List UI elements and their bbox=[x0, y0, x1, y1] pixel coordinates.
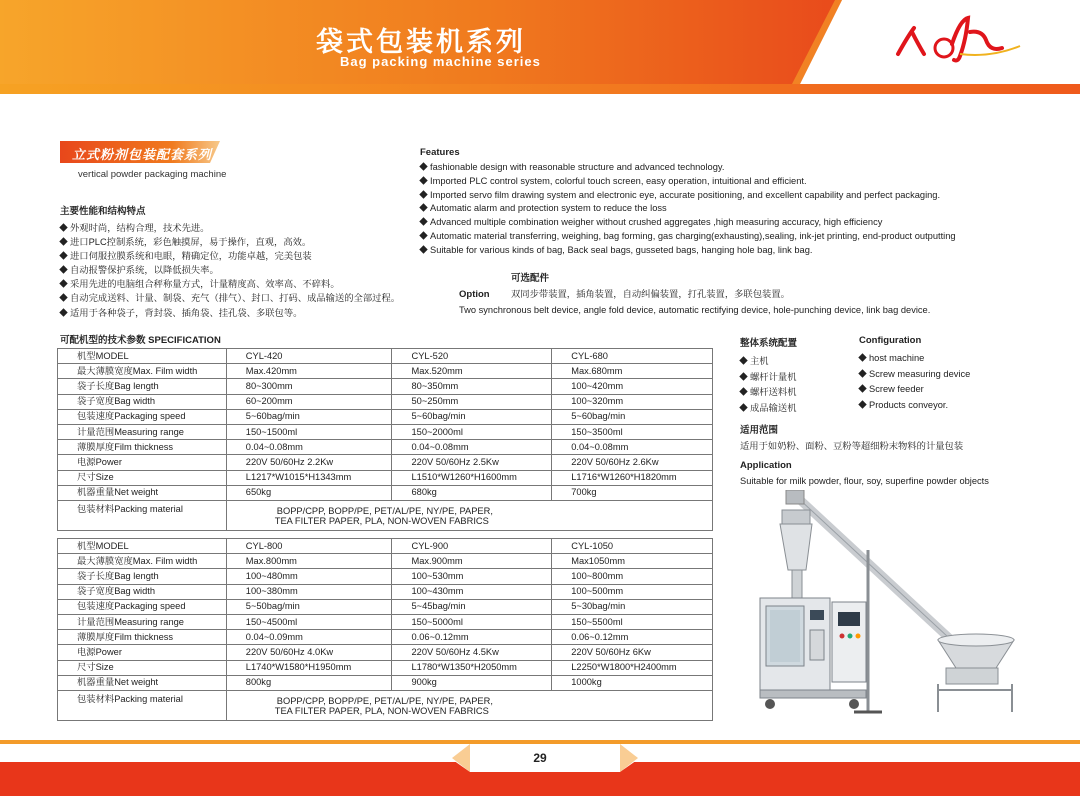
spec-value-cell: 650kg bbox=[226, 485, 392, 500]
section-subtitle: vertical powder packaging machine bbox=[78, 169, 227, 180]
spec-label-cell: 最大薄膜宽度Max. Film width bbox=[58, 364, 227, 379]
application-en-title: Application bbox=[740, 460, 792, 471]
configuration-en bbox=[859, 335, 970, 413]
spec-value-cell: 150~1500ml bbox=[226, 424, 392, 439]
feature-cn-item: 自动报警保护系统，以降低损失率。 bbox=[60, 263, 460, 277]
bullet-diamond-icon bbox=[858, 400, 866, 408]
spec-label-cell: 机型MODEL bbox=[58, 539, 227, 554]
spec-value-cell: 80~350mm bbox=[392, 379, 552, 394]
configuration-cn bbox=[740, 335, 797, 416]
spec-value-cell: 220V 50/60Hz 4.0Kw bbox=[226, 645, 392, 660]
spec-value-cell: 100~530mm bbox=[392, 569, 552, 584]
header-subtitle: Bag packing machine series bbox=[340, 54, 541, 69]
spec-value-cell: 700kg bbox=[552, 485, 713, 500]
table-row bbox=[58, 485, 713, 500]
bullet-diamond-icon bbox=[59, 223, 67, 231]
table-row bbox=[58, 409, 713, 424]
spec-label-cell: 包装速度Packaging speed bbox=[58, 409, 227, 424]
spec-value-cell: 0.04~0.08mm bbox=[226, 440, 392, 455]
config-en-item: Screw measuring device bbox=[859, 367, 970, 383]
spec-value-cell: CYL-1050 bbox=[552, 539, 713, 554]
config-en-item: Screw feeder bbox=[859, 382, 970, 398]
spec-value-cell: 150~3500ml bbox=[552, 424, 713, 439]
spec-label-cell: 包装速度Packaging speed bbox=[58, 599, 227, 614]
spec-value-cell: 0.04~0.08mm bbox=[552, 440, 713, 455]
spec-title: 可配机型的技术参数 SPECIFICATION bbox=[60, 335, 221, 346]
bullet-diamond-icon bbox=[59, 251, 67, 259]
table-row bbox=[58, 660, 713, 675]
spec-label-cell: 包装材料Packing material bbox=[58, 500, 227, 530]
spec-value-cell: L1740*W1580*H1950mm bbox=[226, 660, 392, 675]
company-logo bbox=[890, 14, 1030, 68]
spec-label-cell: 薄膜厚度Film thickness bbox=[58, 630, 227, 645]
feature-en-item: Suitable for various kinds of bag, Back seal bags, gusseted bags, hanging hole bag, link bag. bbox=[420, 244, 1040, 258]
spec-value-cell: L1780*W1350*H2050mm bbox=[392, 660, 552, 675]
configuration-cn-title: 整体系统配置 bbox=[740, 338, 798, 349]
bullet-diamond-icon bbox=[59, 294, 67, 302]
bullet-diamond-icon bbox=[59, 280, 67, 288]
spec-value-cell: L1716*W1260*H1820mm bbox=[552, 470, 713, 485]
spec-value-cell: L2250*W1800*H2400mm bbox=[552, 660, 713, 675]
table-row bbox=[58, 630, 713, 645]
table-row bbox=[58, 424, 713, 439]
feature-en-item: Imported servo film drawing system and electronic eye, accurate positioning, and excellent capability and perfect packaging. bbox=[420, 189, 1040, 203]
spec-value-cell: CYL-900 bbox=[392, 539, 552, 554]
spec-value-cell: 150~5500ml bbox=[552, 614, 713, 629]
spec-label-cell: 袋子长度Bag length bbox=[58, 379, 227, 394]
bullet-diamond-icon bbox=[739, 387, 747, 395]
section-banner-label: 立式粉剂包装配套系列 bbox=[72, 148, 213, 163]
option-cn-title: 可选配件 bbox=[511, 273, 550, 284]
spec-label-cell: 机器重量Net weight bbox=[58, 485, 227, 500]
table-row bbox=[58, 440, 713, 455]
spec-value-cell: CYL-800 bbox=[226, 539, 392, 554]
bullet-diamond-icon bbox=[59, 266, 67, 274]
spec-value-cell: 220V 50/60Hz 2.5Kw bbox=[392, 455, 552, 470]
spec-value-cell: 5~60bag/min bbox=[552, 409, 713, 424]
packing-material-cell bbox=[226, 690, 712, 720]
spec-value-cell: 0.04~0.08mm bbox=[392, 440, 552, 455]
spec-label-cell: 袋子长度Bag length bbox=[58, 569, 227, 584]
feature-cn-item: 适用于各种袋子，背封袋、插角袋、挂孔袋、多联包等。 bbox=[60, 306, 460, 320]
bullet-diamond-icon bbox=[59, 308, 67, 316]
features-en-title: Features bbox=[420, 147, 460, 158]
spec-value-cell: 100~430mm bbox=[392, 584, 552, 599]
table-row bbox=[58, 675, 713, 690]
packing-material-line: TEA FILTER PAPER, PLA, NON-WOVEN FABRICS bbox=[274, 705, 489, 716]
spec-label-cell: 电源Power bbox=[58, 455, 227, 470]
spec-value-cell: 220V 50/60Hz 6Kw bbox=[552, 645, 713, 660]
spec-value-cell: 5~50bag/min bbox=[226, 599, 392, 614]
spec-value-cell: 100~800mm bbox=[552, 569, 713, 584]
spec-value-cell: Max1050mm bbox=[552, 554, 713, 569]
spec-label-cell: 最大薄膜宽度Max. Film width bbox=[58, 554, 227, 569]
spec-value-cell: CYL-420 bbox=[226, 349, 392, 364]
spec-value-cell: Max.680mm bbox=[552, 364, 713, 379]
bullet-diamond-icon bbox=[419, 162, 427, 170]
spec-value-cell: 150~2000ml bbox=[392, 424, 552, 439]
feature-en-item: fashionable design with reasonable structure and advanced technology. bbox=[420, 161, 1040, 175]
spec-value-cell: 150~5000ml bbox=[392, 614, 552, 629]
feature-en-item: Automatic material transferring, weighing, bag forming, gas charging(exhausting),sealing, ink-jet printing, end-product outputting bbox=[420, 230, 1040, 244]
spec-value-cell: Max.520mm bbox=[392, 364, 552, 379]
spec-value-cell: CYL-520 bbox=[392, 349, 552, 364]
config-cn-item: 主机 bbox=[740, 354, 797, 370]
table-row bbox=[58, 569, 713, 584]
config-en-item: host machine bbox=[859, 351, 970, 367]
bullet-diamond-icon bbox=[858, 384, 866, 392]
spec-value-cell: 900kg bbox=[392, 675, 552, 690]
spec-value-cell: Max.420mm bbox=[226, 364, 392, 379]
table-row bbox=[58, 379, 713, 394]
spec-value-cell: L1217*W1015*H1343mm bbox=[226, 470, 392, 485]
spec-value-cell: 220V 50/60Hz 2.6Kw bbox=[552, 455, 713, 470]
table-row bbox=[58, 394, 713, 409]
spec-table bbox=[57, 348, 713, 531]
spec-value-cell: 100~500mm bbox=[552, 584, 713, 599]
spec-value-cell: 5~30bag/min bbox=[552, 599, 713, 614]
spec-value-cell: Max.800mm bbox=[226, 554, 392, 569]
packaging-machine-image bbox=[750, 490, 1030, 722]
bullet-diamond-icon bbox=[419, 190, 427, 198]
spec-label-cell: 计量范围Measuring range bbox=[58, 614, 227, 629]
bullet-diamond-icon bbox=[739, 356, 747, 364]
packing-material-cell bbox=[226, 500, 712, 530]
option-cn-text: 双同步带装置，插角装置，自动纠偏装置，打孔装置，多联包装置。 bbox=[511, 289, 790, 299]
table-row bbox=[58, 690, 713, 720]
spec-value-cell: 60~200mm bbox=[226, 394, 392, 409]
spec-value-cell: 220V 50/60Hz 4.5Kw bbox=[392, 645, 552, 660]
table-row bbox=[58, 554, 713, 569]
spec-label-cell: 尺寸Size bbox=[58, 470, 227, 485]
spec-value-cell: 0.04~0.09mm bbox=[226, 630, 392, 645]
packing-material-line: TEA FILTER PAPER, PLA, NON-WOVEN FABRICS bbox=[274, 515, 489, 526]
header-title: 袋式包装机系列 bbox=[316, 27, 526, 58]
packing-material-line: BOPP/CPP, BOPP/PE, PET/AL/PE, NY/PE, PAPER, bbox=[276, 695, 493, 706]
spec-value-cell: 220V 50/60Hz 2.2Kw bbox=[226, 455, 392, 470]
bullet-diamond-icon bbox=[419, 245, 427, 253]
features-cn bbox=[60, 203, 460, 320]
table-row bbox=[58, 500, 713, 530]
feature-cn-item: 自动完成送料、计量、制袋、充气（排气）、封口、打码、成品输送的全部过程。 bbox=[60, 291, 460, 305]
table-row bbox=[58, 455, 713, 470]
feature-cn-item: 进口PLC控制系统，彩色触摸屏，易于操作，直观，高效。 bbox=[60, 235, 460, 249]
page-number: 29 bbox=[533, 751, 547, 765]
feature-en-item: Advanced multiple combination weigher without crushed aggregates ,high measuring accuracy, high efficiency bbox=[420, 216, 1040, 230]
spec-label-cell: 机器重量Net weight bbox=[58, 675, 227, 690]
packing-material-line: BOPP/CPP, BOPP/PE, PET/AL/PE, NY/PE, PAPER, bbox=[276, 505, 493, 516]
table-row bbox=[58, 349, 713, 364]
spec-value-cell: 100~420mm bbox=[552, 379, 713, 394]
spec-label-cell: 电源Power bbox=[58, 645, 227, 660]
spec-label-cell: 计量范围Measuring range bbox=[58, 424, 227, 439]
table-row bbox=[58, 584, 713, 599]
bullet-diamond-icon bbox=[419, 217, 427, 225]
table-row bbox=[58, 614, 713, 629]
bullet-diamond-icon bbox=[419, 231, 427, 239]
spec-value-cell: 0.06~0.12mm bbox=[552, 630, 713, 645]
application-cn-text: 适用于如奶粉、面粉、豆粉等超细粉末物料的计量包装 bbox=[740, 441, 964, 451]
spec-value-cell: 5~45bag/min bbox=[392, 599, 552, 614]
spec-value-cell: 1000kg bbox=[552, 675, 713, 690]
spec-value-cell: 5~60bag/min bbox=[392, 409, 552, 424]
page-header bbox=[0, 0, 1080, 84]
spec-value-cell: 100~380mm bbox=[226, 584, 392, 599]
spec-value-cell: Max.900mm bbox=[392, 554, 552, 569]
feature-cn-item: 采用先进的电脑组合秤称量方式，计量精度高、效率高、不碎料。 bbox=[60, 277, 460, 291]
feature-cn-item: 进口伺服拉膜系统和电眼，精确定位，功能卓越，完美包装 bbox=[60, 249, 460, 263]
feature-en-item: Imported PLC control system, colorful touch screen, easy operation, intuitional and efficient. bbox=[420, 175, 1040, 189]
bullet-diamond-icon bbox=[419, 204, 427, 212]
config-cn-item: 螺杆送料机 bbox=[740, 385, 797, 401]
bullet-diamond-icon bbox=[419, 176, 427, 184]
config-en-item: Products conveyor. bbox=[859, 398, 970, 414]
spec-value-cell: 50~250mm bbox=[392, 394, 552, 409]
spec-value-cell: 80~300mm bbox=[226, 379, 392, 394]
bullet-diamond-icon bbox=[59, 237, 67, 245]
spec-label-cell: 薄膜厚度Film thickness bbox=[58, 440, 227, 455]
features-en bbox=[420, 147, 1040, 258]
table-row bbox=[58, 364, 713, 379]
option-en-title: Option bbox=[459, 289, 490, 300]
spec-value-cell: CYL-680 bbox=[552, 349, 713, 364]
config-cn-item: 成品输送机 bbox=[740, 401, 797, 417]
table-row bbox=[58, 599, 713, 614]
spec-label-cell: 袋子宽度Bag width bbox=[58, 394, 227, 409]
spec-value-cell: L1510*W1260*H1600mm bbox=[392, 470, 552, 485]
application-cn-title: 适用范围 bbox=[740, 425, 779, 436]
bullet-diamond-icon bbox=[858, 353, 866, 361]
table-row bbox=[58, 470, 713, 485]
config-cn-item: 螺杆计量机 bbox=[740, 370, 797, 386]
features-cn-title: 主要性能和结构特点 bbox=[60, 206, 146, 217]
spec-value-cell: 150~4500ml bbox=[226, 614, 392, 629]
spec-label-cell: 尺寸Size bbox=[58, 660, 227, 675]
spec-table bbox=[57, 538, 713, 721]
spec-label-cell: 袋子宽度Bag width bbox=[58, 584, 227, 599]
application-en-text: Suitable for milk powder, flour, soy, superfine powder objects bbox=[740, 476, 989, 486]
bullet-diamond-icon bbox=[739, 372, 747, 380]
spec-value-cell: 100~320mm bbox=[552, 394, 713, 409]
table-row bbox=[58, 539, 713, 554]
bullet-diamond-icon bbox=[739, 403, 747, 411]
configuration-en-title: Configuration bbox=[859, 335, 922, 346]
spec-label-cell: 机型MODEL bbox=[58, 349, 227, 364]
table-row bbox=[58, 645, 713, 660]
feature-cn-item: 外观时尚，结构合理，技术先进。 bbox=[60, 221, 460, 235]
feature-en-item: Automatic alarm and protection system to reduce the loss bbox=[420, 202, 1040, 216]
page-footer bbox=[0, 736, 1080, 796]
spec-value-cell: 680kg bbox=[392, 485, 552, 500]
spec-label-cell: 包装材料Packing material bbox=[58, 690, 227, 720]
spec-value-cell: 0.06~0.12mm bbox=[392, 630, 552, 645]
spec-value-cell: 100~480mm bbox=[226, 569, 392, 584]
header-stripe bbox=[0, 84, 1080, 94]
spec-value-cell: 5~60bag/min bbox=[226, 409, 392, 424]
bullet-diamond-icon bbox=[858, 369, 866, 377]
option-en-text: Two synchronous belt device, angle fold device, automatic rectifying device, hole-punching device, link bag device. bbox=[459, 305, 931, 315]
spec-value-cell: 800kg bbox=[226, 675, 392, 690]
